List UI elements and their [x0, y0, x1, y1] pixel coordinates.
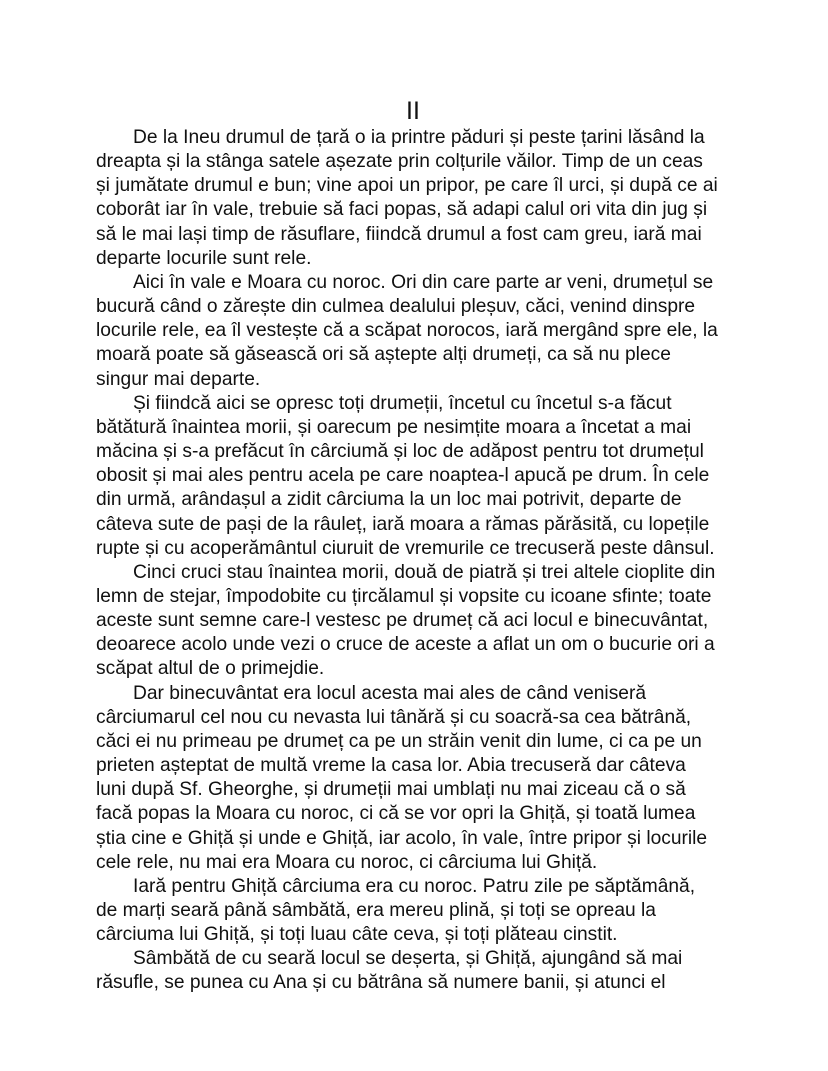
text-line: măcina și s-a prefăcut în cârciumă și loc de adăpost pentru tot drumețul: [96, 441, 704, 463]
text-line: să le mai lași timp de răsuflare, fiindcă drumul a fost cam greu, iară mai: [96, 223, 702, 245]
text-line: din urmă, arândașul a zidit cârciuma la un loc mai potrivit, departe de: [96, 489, 682, 511]
document-page: [96, 96, 740, 996]
text-line: obosit și mai ales pentru acela pe care noaptea-l apucă pe drum. În cele: [96, 465, 710, 487]
text-line: Dar binecuvântat era locul acesta mai ales de când veniseră: [133, 682, 647, 704]
text-line: locurile rele, ea îl vestește că a scăpat norocos, iară mergând spre ele, la: [96, 320, 718, 342]
text-line: câteva sute de pași de la râuleț, iară moara a rămas părăsită, cu lopețile: [96, 513, 710, 535]
text-line: Și fiindcă aici se opresc toți drumeții, încetul cu încetul s-a făcut: [133, 392, 672, 414]
text-line: scăpat altul de o primejdie.: [96, 658, 325, 680]
text-line: luni după Sf. Gheorghe, și drumeții mai umblați nu mai ziceau că o să: [96, 779, 686, 801]
text-line: cele rele, nu mai era Moara cu noroc, ci cârciuma lui Ghiță.: [96, 851, 598, 873]
text-line: coborât iar în vale, trebuie să faci popas, să adapi calul ori vita din jug și: [96, 199, 708, 221]
text-line: aceste sunt semne care-l vestesc pe drumeț că aci locul e binecuvântat,: [96, 610, 709, 632]
text-line: moară poate să găsească ori să aștepte alți drumeți, ca să nu plece: [96, 344, 671, 366]
paragraph: [96, 126, 740, 271]
paragraph: [96, 271, 740, 392]
text-line: deoarece acolo unde vezi o cruce de aceste a aflat un om o bucurie ori a: [96, 634, 715, 656]
text-line: Cinci cruci stau înaintea morii, două de piatră și trei altele cioplite din: [133, 561, 716, 583]
paragraph: [96, 392, 740, 561]
paragraph: [96, 947, 740, 995]
text-line: Aici în vale e Moara cu noroc. Ori din care parte ar veni, drumețul se: [133, 271, 714, 293]
text-line: cârciuma lui Ghiță, și toți luau câte ceva, și toți plăteau cinstit.: [96, 924, 618, 946]
text-line: prieten așteptat de multă vreme la casa lor. Abia trecuseră dar câteva: [96, 755, 686, 777]
text-line: bucură când o zărește din culmea dealului pleșuv, căci, venind dinspre: [96, 296, 696, 318]
paragraph: [96, 875, 740, 947]
paragraph: [96, 561, 740, 682]
text-line: răsufle, se punea cu Ana și cu bătrâna să numere banii, și atunci el: [96, 972, 666, 994]
text-line: lemn de stejar, împodobite cu țircălamul și vopsite cu icoane sfinte; toate: [96, 585, 712, 607]
paragraph: [96, 682, 740, 875]
text-line: departe locurile sunt rele.: [96, 247, 312, 269]
body-text: [96, 126, 740, 996]
text-line: dreapta și la stânga satele așezate prin colțurile văilor. Timp de un ceas: [96, 151, 703, 173]
text-line: de marți seară până sâmbătă, era mereu plină, și toți se opreau la: [96, 900, 656, 921]
chapter-title: II: [406, 97, 420, 125]
text-line: De la Ineu drumul de țară o ia printre păduri și peste țarini lăsând la: [133, 127, 705, 148]
text-line: și jumătate drumul e bun; vine apoi un pripor, pe care îl urci, și după ce ai: [96, 175, 718, 197]
text-line: Iară pentru Ghiță cârciuma era cu noroc. Patru zile pe săptămână,: [133, 875, 696, 897]
text-line: cârciumarul cel nou cu nevasta lui tânără și cu soacră-sa cea bătrână,: [96, 706, 692, 728]
text-line: căci ei nu primeau pe drumeț ca pe un străin venit din lume, ci ca pe un: [96, 730, 702, 752]
text-line: Sâmbătă de cu seară locul se deșerta, și Ghiță, ajungând să mai: [133, 948, 683, 970]
text-line: facă popas la Moara cu noroc, ci că se vor opri la Ghiță, și toată lumea: [96, 803, 696, 825]
text-line: bătătură înaintea morii, și oarecum pe nesimțite moara a încetat a mai: [96, 416, 692, 438]
text-line: rupte și cu acoperământul ciuruit de vremurile ce trecuseră peste dânsul.: [96, 537, 715, 559]
text-line: știa cine e Ghiță și unde e Ghiță, iar acolo, în vale, între pripor și locurile: [96, 827, 708, 849]
text-line: singur mai departe.: [96, 368, 261, 390]
